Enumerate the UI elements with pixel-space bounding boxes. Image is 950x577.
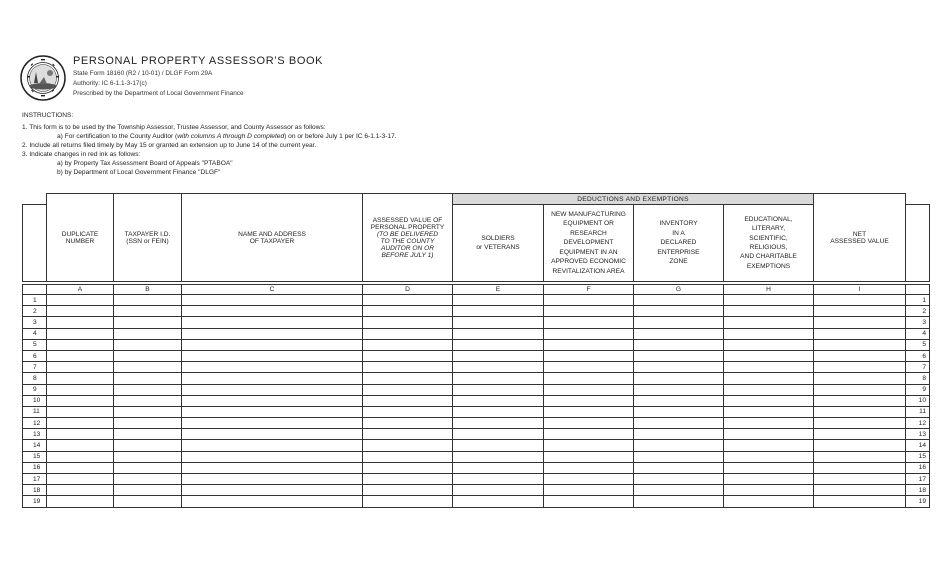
entry-cell-a[interactable] xyxy=(47,496,114,507)
row-number-left: 14 xyxy=(23,440,47,451)
entry-cell-i[interactable] xyxy=(814,451,906,462)
row-number-right: 4 xyxy=(906,328,930,339)
table-row xyxy=(23,395,930,406)
entry-cell-d[interactable] xyxy=(363,295,453,306)
instruction-3b: b) by Department of Local Government Finance "DLGF" xyxy=(57,169,221,176)
entry-cell-e[interactable] xyxy=(453,328,544,339)
entry-cell-i[interactable] xyxy=(814,295,906,306)
column-letter-d: D xyxy=(363,285,453,295)
entry-cell-g[interactable] xyxy=(634,328,724,339)
entry-cell-d[interactable] xyxy=(363,350,453,361)
entry-cell-b[interactable] xyxy=(114,440,182,451)
entry-cell-i[interactable] xyxy=(814,395,906,406)
header-soldiers-veterans: SOLDIERS or VETERANS xyxy=(453,205,544,282)
entry-cell-i[interactable] xyxy=(814,306,906,317)
entry-cell-c[interactable] xyxy=(182,418,363,429)
table-row xyxy=(23,384,930,395)
entry-cell-d[interactable] xyxy=(363,339,453,350)
entry-cell-e[interactable] xyxy=(453,440,544,451)
table-row xyxy=(23,295,930,306)
entry-cell-f[interactable] xyxy=(544,350,634,361)
row-number-left: 5 xyxy=(23,339,47,350)
table-row xyxy=(23,462,930,473)
row-number-left: 8 xyxy=(23,373,47,384)
row-number-right: 7 xyxy=(906,362,930,373)
entry-cell-e[interactable] xyxy=(453,418,544,429)
entry-cell-e[interactable] xyxy=(453,395,544,406)
form-number: State Form 18160 (R2 / 10-01) / DLGF Form 29A xyxy=(73,70,213,77)
entry-cell-e[interactable] xyxy=(453,362,544,373)
entry-cell-c[interactable] xyxy=(182,317,363,328)
entry-cell-f[interactable] xyxy=(544,462,634,473)
entry-cell-b[interactable] xyxy=(114,406,182,417)
entry-cell-g[interactable] xyxy=(634,418,724,429)
entry-cell-b[interactable] xyxy=(114,429,182,440)
entry-cell-d[interactable] xyxy=(363,306,453,317)
row-number-right: 9 xyxy=(906,384,930,395)
entry-cell-a[interactable] xyxy=(47,306,114,317)
column-letter-a: A xyxy=(47,285,114,295)
entry-cell-i[interactable] xyxy=(814,350,906,361)
table-row xyxy=(23,317,930,328)
entry-cell-a[interactable] xyxy=(47,395,114,406)
column-letter-c: C xyxy=(182,285,363,295)
entry-cell-f[interactable] xyxy=(544,328,634,339)
entry-cell-f[interactable] xyxy=(544,406,634,417)
entry-cell-e[interactable] xyxy=(453,451,544,462)
entry-cell-c[interactable] xyxy=(182,395,363,406)
header-net-assessed-value: NET ASSESSED VALUE xyxy=(814,194,906,282)
entry-cell-a[interactable] xyxy=(47,328,114,339)
entry-cell-a[interactable] xyxy=(47,373,114,384)
entry-cell-e[interactable] xyxy=(453,350,544,361)
column-letter-row xyxy=(23,285,930,295)
entry-cell-f[interactable] xyxy=(544,384,634,395)
entry-cell-e[interactable] xyxy=(453,295,544,306)
entry-cell-c[interactable] xyxy=(182,496,363,507)
entry-cell-a[interactable] xyxy=(47,429,114,440)
entry-cell-b[interactable] xyxy=(114,451,182,462)
column-letter-h: H xyxy=(724,285,814,295)
entry-cell-d[interactable] xyxy=(363,451,453,462)
form-prescribed-by: Prescribed by the Department of Local Government Finance xyxy=(73,90,244,97)
table-row xyxy=(23,451,930,462)
row-number-left: 9 xyxy=(23,384,47,395)
row-number-column-left xyxy=(23,205,47,282)
entry-cell-a[interactable] xyxy=(47,406,114,417)
entry-cell-c[interactable] xyxy=(182,474,363,485)
entry-cell-c[interactable] xyxy=(182,429,363,440)
entry-cell-e[interactable] xyxy=(453,306,544,317)
table-row xyxy=(23,362,930,373)
entry-cell-c[interactable] xyxy=(182,373,363,384)
entry-cell-i[interactable] xyxy=(814,362,906,373)
entry-cell-c[interactable] xyxy=(182,328,363,339)
entry-cell-b[interactable] xyxy=(114,295,182,306)
table-row xyxy=(23,373,930,384)
entry-cell-a[interactable] xyxy=(47,474,114,485)
entry-cell-g[interactable] xyxy=(634,496,724,507)
row-number-right: 15 xyxy=(906,451,930,462)
entry-cell-f[interactable] xyxy=(544,373,634,384)
entry-cell-d[interactable] xyxy=(363,384,453,395)
entry-cell-i[interactable] xyxy=(814,440,906,451)
entry-cell-g[interactable] xyxy=(634,317,724,328)
entry-cell-g[interactable] xyxy=(634,485,724,496)
row-number-left: 4 xyxy=(23,328,47,339)
row-number-left: 2 xyxy=(23,306,47,317)
header-assessed-value: ASSESSED VALUE OF PERSONAL PROPERTY (TO BE DELIVERED TO THE COUNTY AUDITOR ON OR BEFORE JULY 1) xyxy=(363,194,453,282)
deductions-exemptions-header: DEDUCTIONS AND EXEMPTIONS xyxy=(453,194,814,205)
entry-cell-h[interactable] xyxy=(724,451,814,462)
row-number-left: 3 xyxy=(23,317,47,328)
entry-cell-b[interactable] xyxy=(114,462,182,473)
entry-cell-e[interactable] xyxy=(453,384,544,395)
entry-cell-g[interactable] xyxy=(634,350,724,361)
row-number-left: 10 xyxy=(23,395,47,406)
table-row xyxy=(23,440,930,451)
entry-cell-h[interactable] xyxy=(724,317,814,328)
header-inventory-enterprise-zone: INVENTORY IN A DECLARED ENTERPRISE ZONE xyxy=(634,205,724,282)
entry-cell-e[interactable] xyxy=(453,485,544,496)
entry-cell-f[interactable] xyxy=(544,317,634,328)
entry-cell-h[interactable] xyxy=(724,418,814,429)
entry-cell-f[interactable] xyxy=(544,339,634,350)
entry-cell-h[interactable] xyxy=(724,384,814,395)
entry-cell-i[interactable] xyxy=(814,496,906,507)
instruction-3a: a) by Property Tax Assessment Board of Appeals "PTABOA" xyxy=(57,160,233,167)
letter-spacer-left xyxy=(23,285,47,295)
entry-cell-b[interactable] xyxy=(114,474,182,485)
assessors-book-table xyxy=(22,193,930,508)
entry-cell-e[interactable] xyxy=(453,317,544,328)
entry-cell-h[interactable] xyxy=(724,406,814,417)
instructions-heading: INSTRUCTIONS: xyxy=(22,112,74,119)
entry-cell-g[interactable] xyxy=(634,474,724,485)
row-number-left: 13 xyxy=(23,429,47,440)
row-number-column-right xyxy=(906,205,930,282)
table-row xyxy=(23,350,930,361)
entry-cell-f[interactable] xyxy=(544,418,634,429)
row-number-left: 17 xyxy=(23,474,47,485)
entry-cell-b[interactable] xyxy=(114,384,182,395)
entry-cell-c[interactable] xyxy=(182,306,363,317)
instruction-3: 3. Indicate changes in red ink as follows: xyxy=(22,151,141,158)
row-number-left: 19 xyxy=(23,496,47,507)
entry-cell-b[interactable] xyxy=(114,317,182,328)
entry-cell-f[interactable] xyxy=(544,451,634,462)
form-title: PERSONAL PROPERTY ASSESSOR’S BOOK xyxy=(73,55,324,67)
entry-cell-b[interactable] xyxy=(114,496,182,507)
entry-cell-f[interactable] xyxy=(544,485,634,496)
row-number-right: 14 xyxy=(906,440,930,451)
header-taxpayer-id: TAXPAYER I.D. (SSN or FEIN) xyxy=(114,194,182,282)
table-row xyxy=(23,474,930,485)
letter-spacer-right xyxy=(906,285,930,295)
entry-cell-g[interactable] xyxy=(634,395,724,406)
entry-cell-e[interactable] xyxy=(453,373,544,384)
entry-cell-i[interactable] xyxy=(814,339,906,350)
column-letter-f: F xyxy=(544,285,634,295)
entry-cell-a[interactable] xyxy=(47,362,114,373)
entry-cell-f[interactable] xyxy=(544,429,634,440)
entry-cell-e[interactable] xyxy=(453,474,544,485)
entry-cell-e[interactable] xyxy=(453,496,544,507)
entry-cell-g[interactable] xyxy=(634,462,724,473)
row-number-left: 11 xyxy=(23,406,47,417)
row-number-right: 18 xyxy=(906,485,930,496)
row-number-right: 1 xyxy=(906,295,930,306)
entry-cell-h[interactable] xyxy=(724,339,814,350)
entry-cell-i[interactable] xyxy=(814,317,906,328)
entry-cell-d[interactable] xyxy=(363,373,453,384)
entry-cell-i[interactable] xyxy=(814,406,906,417)
entry-cell-b[interactable] xyxy=(114,418,182,429)
row-number-left: 6 xyxy=(23,350,47,361)
row-number-left: 1 xyxy=(23,295,47,306)
entry-cell-c[interactable] xyxy=(182,350,363,361)
entry-cell-g[interactable] xyxy=(634,306,724,317)
row-number-right: 2 xyxy=(906,306,930,317)
instruction-2: 2. Include all returns filed timely by May 15 or granted an extension up to June 14 of the current year. xyxy=(22,142,317,149)
entry-cell-g[interactable] xyxy=(634,295,724,306)
indiana-state-seal-icon xyxy=(20,55,66,101)
entry-cell-d[interactable] xyxy=(363,429,453,440)
row-number-right: 11 xyxy=(906,406,930,417)
table-row xyxy=(23,406,930,417)
entry-cell-i[interactable] xyxy=(814,384,906,395)
entry-cell-g[interactable] xyxy=(634,339,724,350)
entry-cell-e[interactable] xyxy=(453,339,544,350)
entry-cell-g[interactable] xyxy=(634,406,724,417)
entry-cell-e[interactable] xyxy=(453,462,544,473)
entry-cell-h[interactable] xyxy=(724,350,814,361)
column-letter-g: G xyxy=(634,285,724,295)
entry-cell-f[interactable] xyxy=(544,306,634,317)
entry-cell-b[interactable] xyxy=(114,373,182,384)
entry-cell-h[interactable] xyxy=(724,362,814,373)
entry-cell-c[interactable] xyxy=(182,406,363,417)
entry-cell-i[interactable] xyxy=(814,328,906,339)
entry-cell-f[interactable] xyxy=(544,474,634,485)
entry-cell-h[interactable] xyxy=(724,395,814,406)
form-authority: Authority: IC 6-1.1-3-17(c) xyxy=(73,80,147,87)
entry-cell-c[interactable] xyxy=(182,339,363,350)
header-name-address: NAME AND ADDRESS OF TAXPAYER xyxy=(182,194,363,282)
entry-cell-g[interactable] xyxy=(634,362,724,373)
entry-cell-d[interactable] xyxy=(363,395,453,406)
entry-cell-c[interactable] xyxy=(182,485,363,496)
entry-cell-a[interactable] xyxy=(47,485,114,496)
entry-cell-g[interactable] xyxy=(634,440,724,451)
header-duplicate-number: DUPLICATE NUMBER xyxy=(47,194,114,282)
entry-cell-d[interactable] xyxy=(363,474,453,485)
instruction-1: 1. This form is to be used by the Township Assessor, Trustee Assessor, and County Assessor as follows: xyxy=(22,124,326,131)
row-number-right: 6 xyxy=(906,350,930,361)
entry-cell-c[interactable] xyxy=(182,384,363,395)
entry-cell-a[interactable] xyxy=(47,451,114,462)
entry-cell-f[interactable] xyxy=(544,440,634,451)
entry-cell-d[interactable] xyxy=(363,440,453,451)
entry-cell-b[interactable] xyxy=(114,362,182,373)
entry-cell-b[interactable] xyxy=(114,339,182,350)
header-educational-exemptions: EDUCATIONAL, LITERARY, SCIENTIFIC, RELIGIOUS, AND CHARITABLE EXEMPTIONS xyxy=(724,205,814,282)
entry-cell-h[interactable] xyxy=(724,485,814,496)
entry-cell-e[interactable] xyxy=(453,429,544,440)
entry-cell-d[interactable] xyxy=(363,496,453,507)
column-letter-i: I xyxy=(814,285,906,295)
table-row xyxy=(23,418,930,429)
entry-cell-a[interactable] xyxy=(47,317,114,328)
column-letter-b: B xyxy=(114,285,182,295)
entry-cell-c[interactable] xyxy=(182,462,363,473)
entry-cell-f[interactable] xyxy=(544,496,634,507)
entry-cell-b[interactable] xyxy=(114,306,182,317)
column-letter-e: E xyxy=(453,285,544,295)
row-number-left: 12 xyxy=(23,418,47,429)
entry-cell-b[interactable] xyxy=(114,350,182,361)
header-new-manufacturing: NEW MANUFACTURING EQUIPMENT OR RESEARCH DEVELOPMENT EQUIPMENT IN AN APPROVED ECONOMIC REVITALIZATION AREA xyxy=(544,205,634,282)
row-number-left: 15 xyxy=(23,451,47,462)
entry-cell-e[interactable] xyxy=(453,406,544,417)
instruction-1a: a) For certification to the County Auditor (with columns A through D completed) on or before July 1 per IC 6-1.1-3-17. xyxy=(57,133,397,140)
row-number-right: 19 xyxy=(906,496,930,507)
entry-cell-a[interactable] xyxy=(47,384,114,395)
entry-cell-c[interactable] xyxy=(182,440,363,451)
entry-cell-a[interactable] xyxy=(47,440,114,451)
entry-cell-i[interactable] xyxy=(814,485,906,496)
entry-cell-h[interactable] xyxy=(724,429,814,440)
table-row xyxy=(23,496,930,507)
row-number-right: 8 xyxy=(906,373,930,384)
entry-cell-b[interactable] xyxy=(114,485,182,496)
entry-cell-d[interactable] xyxy=(363,418,453,429)
entry-cell-b[interactable] xyxy=(114,328,182,339)
entry-cell-i[interactable] xyxy=(814,373,906,384)
entry-cell-f[interactable] xyxy=(544,395,634,406)
entry-cell-g[interactable] xyxy=(634,451,724,462)
row-number-left: 7 xyxy=(23,362,47,373)
entry-cell-h[interactable] xyxy=(724,306,814,317)
row-number-left: 18 xyxy=(23,485,47,496)
entry-cell-b[interactable] xyxy=(114,395,182,406)
entry-cell-d[interactable] xyxy=(363,462,453,473)
entry-cell-h[interactable] xyxy=(724,462,814,473)
entry-cell-h[interactable] xyxy=(724,440,814,451)
entry-cell-i[interactable] xyxy=(814,418,906,429)
entry-cell-a[interactable] xyxy=(47,462,114,473)
row-number-right: 12 xyxy=(906,418,930,429)
entry-cell-d[interactable] xyxy=(363,485,453,496)
table-row xyxy=(23,328,930,339)
entry-cell-d[interactable] xyxy=(363,362,453,373)
entry-cell-a[interactable] xyxy=(47,295,114,306)
row-number-right: 10 xyxy=(906,395,930,406)
row-number-right: 3 xyxy=(906,317,930,328)
entry-cell-a[interactable] xyxy=(47,418,114,429)
entry-cell-f[interactable] xyxy=(544,362,634,373)
entry-cell-a[interactable] xyxy=(47,350,114,361)
entry-cell-i[interactable] xyxy=(814,429,906,440)
entry-cell-h[interactable] xyxy=(724,474,814,485)
table-row xyxy=(23,429,930,440)
table-row xyxy=(23,339,930,350)
entry-cell-c[interactable] xyxy=(182,362,363,373)
table-row xyxy=(23,485,930,496)
entry-cell-f[interactable] xyxy=(544,295,634,306)
entry-cell-i[interactable] xyxy=(814,474,906,485)
row-number-right: 13 xyxy=(906,429,930,440)
entry-cell-d[interactable] xyxy=(363,328,453,339)
entry-cell-h[interactable] xyxy=(724,373,814,384)
table-row xyxy=(23,306,930,317)
entry-cell-h[interactable] xyxy=(724,328,814,339)
entry-cell-c[interactable] xyxy=(182,451,363,462)
row-number-right: 16 xyxy=(906,462,930,473)
row-number-right: 5 xyxy=(906,339,930,350)
entry-cell-h[interactable] xyxy=(724,496,814,507)
entry-cell-g[interactable] xyxy=(634,384,724,395)
row-number-left: 16 xyxy=(23,462,47,473)
row-number-right: 17 xyxy=(906,474,930,485)
entry-cell-g[interactable] xyxy=(634,373,724,384)
entry-cell-d[interactable] xyxy=(363,317,453,328)
entry-cell-g[interactable] xyxy=(634,429,724,440)
entry-cell-c[interactable] xyxy=(182,295,363,306)
entry-cell-i[interactable] xyxy=(814,462,906,473)
entry-cell-h[interactable] xyxy=(724,295,814,306)
entry-cell-d[interactable] xyxy=(363,406,453,417)
entry-cell-a[interactable] xyxy=(47,339,114,350)
